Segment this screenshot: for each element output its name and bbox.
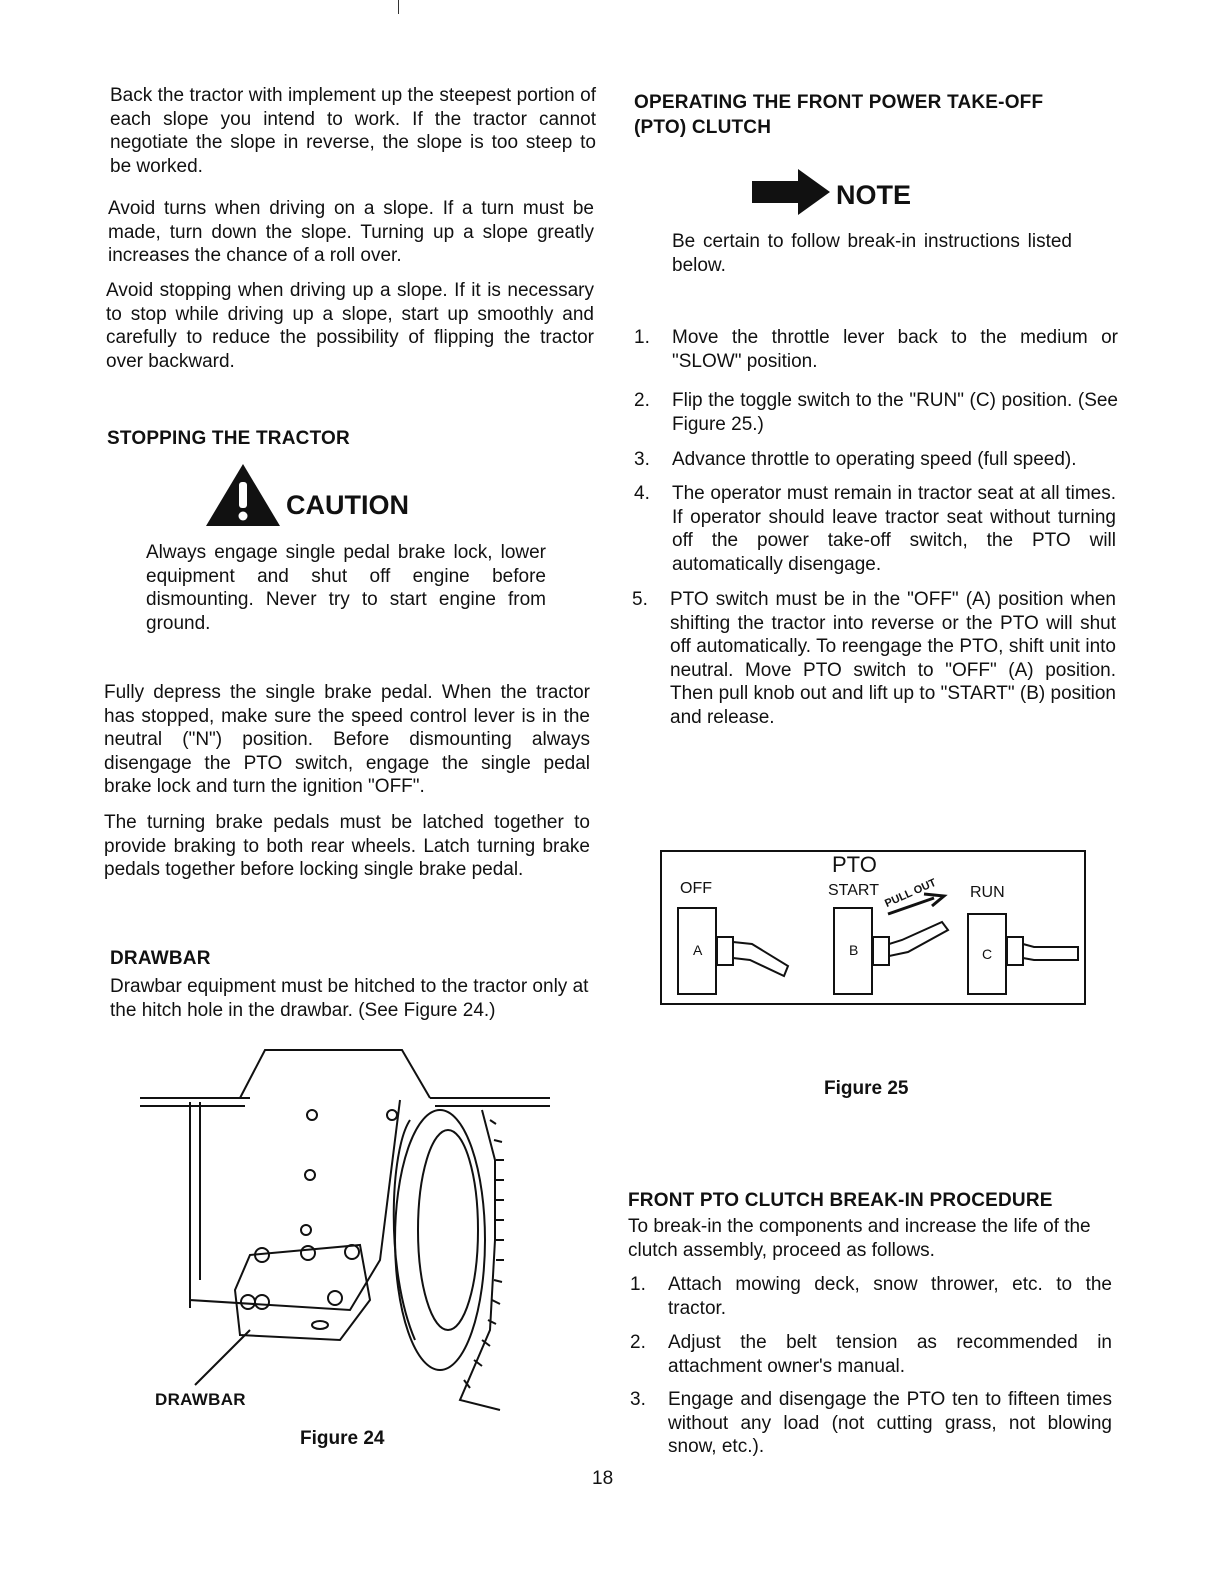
breakin-step-2 xyxy=(630,1331,1112,1378)
breakin-step-3 xyxy=(630,1388,1112,1459)
slope-paragraph-1: Back the tractor with implement up the steepest portion of each slope you intend to work. If the tractor cannot negotiate the slope in reverse, the slope is too steep to be worked. xyxy=(110,85,596,177)
drawbar-heading: DRAWBAR xyxy=(110,948,211,969)
arrow-right-icon xyxy=(752,167,832,217)
start-label: START xyxy=(828,882,879,899)
drawbar-label: DRAWBAR xyxy=(155,1390,246,1409)
step-3 xyxy=(634,448,1118,472)
breakin-intro: To break-in the components and increase the life of the clutch assembly, proceed as follows. xyxy=(628,1216,1091,1261)
switch-c-label: C xyxy=(982,946,993,962)
breakin-step-1-number: 1. xyxy=(630,1274,646,1295)
switch-a-label: A xyxy=(693,942,703,958)
scan-mark xyxy=(398,0,399,14)
breakin-step-1-text: Attach mowing deck, snow thrower, etc. to the tractor. xyxy=(668,1274,1112,1319)
off-label: OFF xyxy=(680,880,712,897)
step-2-number: 2. xyxy=(634,390,650,411)
breakin-step-3-text: Engage and disengage the PTO ten to fifteen times without any load (not cutting grass, not blowing snow, etc.). xyxy=(668,1389,1112,1457)
pull-out-label: PULL OUT xyxy=(883,876,939,910)
breakin-step-2-number: 2. xyxy=(630,1332,646,1353)
step-4-text: The operator must remain in tractor seat at all times. If operator should leave tractor seat without turning off the power take-off switch, the PTO will automatically disengage. xyxy=(672,483,1116,575)
note-label: NOTE xyxy=(836,180,912,210)
step-3-number: 3. xyxy=(634,449,650,470)
step-5-text: PTO switch must be in the "OFF" (A) position when shifting the tractor into reverse or the PTO will shut off automatically. To reengage the PTO, shift unit into neutral. Move PTO switch to "OFF" (A) position. Then pull knob out and lift up to "START" (B) position and release. xyxy=(670,589,1116,728)
page-number: 18 xyxy=(592,1468,614,1489)
step-5-number: 5. xyxy=(632,589,648,610)
pto-heading-line2: (PTO) CLUTCH xyxy=(634,117,772,138)
slope-paragraph-3: Avoid stopping when driving up a slope. If it is necessary to stop while driving up a slope, start up smoothly and carefully to reduce the possibility of flipping the tractor over backward. xyxy=(106,280,594,372)
step-2 xyxy=(634,389,1118,436)
pto-switch-diagram xyxy=(660,850,1086,1005)
step-1 xyxy=(634,326,1118,373)
breakin-step-2-text: Adjust the belt tension as recommended in attachment owner's manual. xyxy=(668,1332,1112,1377)
slope-paragraph-2: Avoid turns when driving on a slope. If a turn must be made, turn down the slope. Turning up a slope greatly increases the chance of a roll over. xyxy=(108,198,594,266)
drawbar-illustration xyxy=(130,1040,560,1420)
pto-heading-line1: OPERATING THE FRONT POWER TAKE-OFF xyxy=(634,92,1044,113)
run-label: RUN xyxy=(970,884,1005,901)
caution-label: CAUTION xyxy=(286,490,409,520)
figure-24-caption: Figure 24 xyxy=(300,1428,385,1449)
drawbar-text: Drawbar equipment must be hitched to the tractor only at the hitch hole in the drawbar. (See Figure 24.) xyxy=(110,976,589,1021)
step-1-text: Move the throttle lever back to the medium or "SLOW" position. xyxy=(672,327,1118,372)
switch-b-label: B xyxy=(849,942,859,958)
diagram-title: PTO xyxy=(832,852,877,877)
stopping-paragraph: Fully depress the single brake pedal. When the tractor has stopped, make sure the speed control lever is in the neutral ("N") position. Before dismounting always disengage the PTO switch, engage the single pedal brake lock and turn the ignition "OFF". xyxy=(104,682,590,797)
note-text: Be certain to follow break-in instructions listed below. xyxy=(672,231,1072,276)
step-4 xyxy=(634,482,1116,576)
figure-25-caption: Figure 25 xyxy=(824,1078,909,1099)
caution-text: Always engage single pedal brake lock, lower equipment and shut off engine before dismounting. Never try to start engine from ground. xyxy=(146,542,546,634)
breakin-step-3-number: 3. xyxy=(630,1389,646,1410)
toggle-switches-drawing xyxy=(662,852,1086,1005)
step-1-number: 1. xyxy=(634,327,650,348)
step-3-text: Advance throttle to operating speed (full speed). xyxy=(672,449,1077,470)
step-2-text: Flip the toggle switch to the "RUN" (C) position. (See Figure 25.) xyxy=(672,390,1118,435)
brake-pedals-paragraph: The turning brake pedals must be latched together to provide braking to both rear wheels. Latch turning brake pedals together before locking single brake pedal. xyxy=(104,812,590,880)
step-4-number: 4. xyxy=(634,483,650,504)
breakin-step-1 xyxy=(630,1273,1112,1320)
breakin-heading: FRONT PTO CLUTCH BREAK-IN PROCEDURE xyxy=(628,1190,1053,1211)
stopping-heading: STOPPING THE TRACTOR xyxy=(107,428,350,449)
warning-triangle-icon xyxy=(204,462,282,528)
step-5 xyxy=(632,588,1116,729)
